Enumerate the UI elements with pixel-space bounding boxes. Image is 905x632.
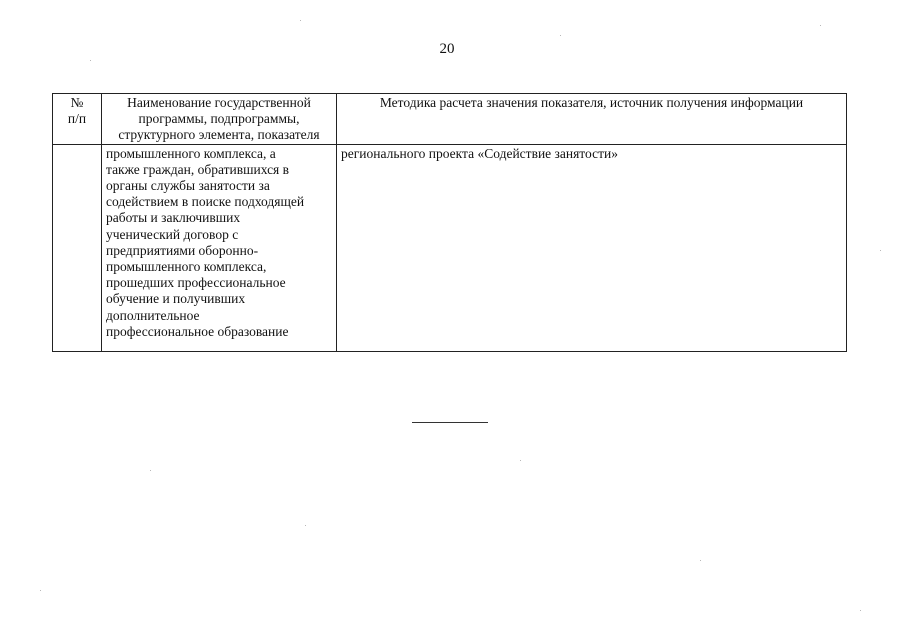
- header-name: [102, 94, 337, 145]
- scan-speck: [40, 590, 41, 591]
- row-number-cell: [53, 144, 102, 351]
- scan-speck: [820, 25, 821, 26]
- scan-speck: [520, 460, 521, 461]
- header-number-label: № п/п: [67, 95, 87, 127]
- indicator-table: [52, 93, 847, 352]
- end-divider-line: [412, 422, 488, 423]
- header-number: [53, 94, 102, 145]
- scan-speck: [305, 525, 306, 526]
- scan-speck: [700, 560, 701, 561]
- page-number: 20: [439, 41, 455, 57]
- scan-speck: [860, 610, 861, 611]
- header-method-label: Методика расчета значения показателя, источник получения информации: [379, 95, 804, 110]
- table-row: [53, 144, 847, 351]
- scan-speck: [150, 470, 151, 471]
- table-header-row: [53, 94, 847, 145]
- header-method: [337, 94, 847, 145]
- scan-speck: [560, 35, 561, 36]
- header-name-label: Наименование государственной программы, подпрограммы, структурного элемента, показателя: [118, 95, 320, 143]
- scan-speck: [90, 60, 91, 61]
- row-method-cell: регионального проекта «Содействие занятости»: [337, 144, 847, 351]
- scan-speck: [880, 250, 881, 251]
- row-name-cell: промышленного комплекса, а также граждан, обратившихся в органы службы занятости за содействием в поиске подходящей работы и заключивших ученический договор с предприятиями оборонно- промышленного комплекса, прошедших профессиональное обучение и получивших дополнительное профессиональное образование: [102, 144, 337, 351]
- scan-speck: [300, 20, 301, 21]
